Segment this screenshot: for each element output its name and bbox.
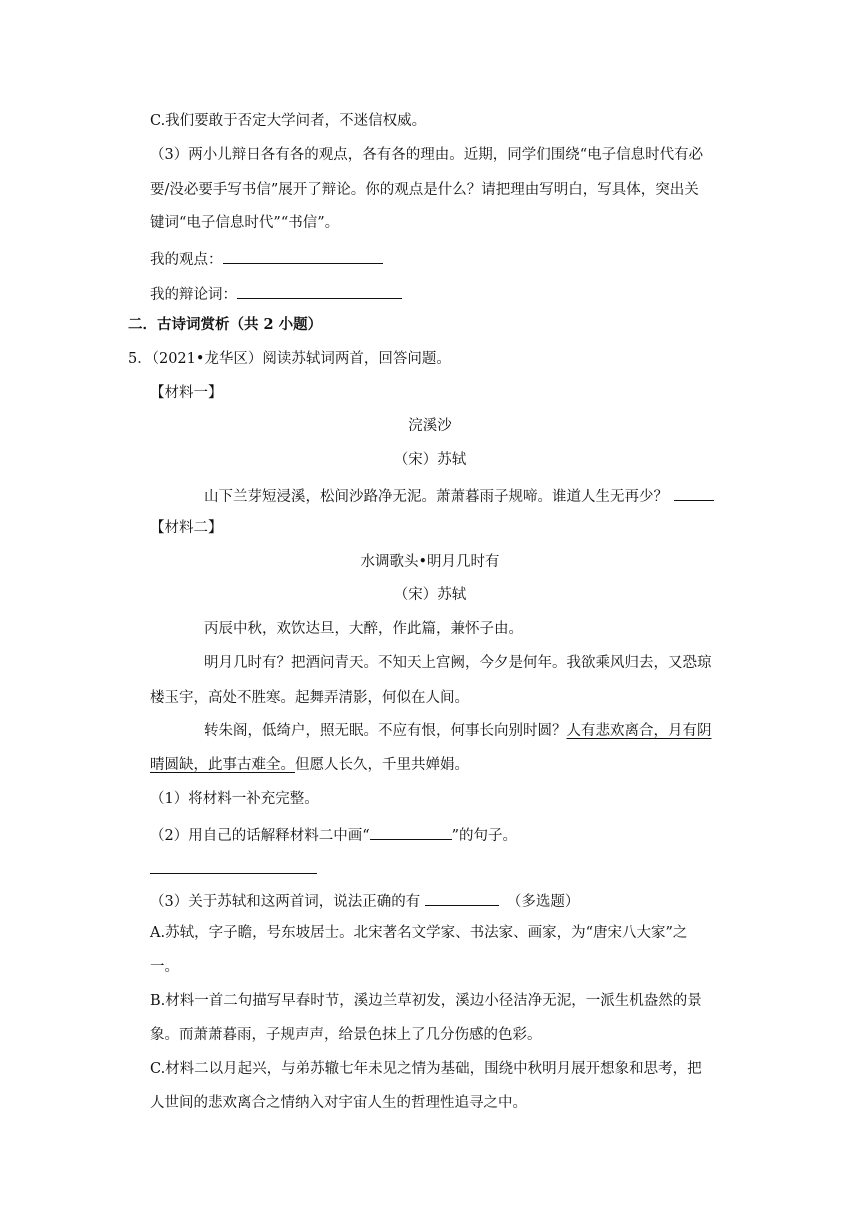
debate-row [150, 282, 402, 305]
poem2-line3-text: 转朱阁，低绮户，照无眠。不应有恨，何事长向别时圆？ [204, 723, 567, 739]
poem2-underlined-part1: 人有悲欢离合，月有阴 [566, 723, 712, 739]
material1-label: 【材料一】 [150, 385, 223, 401]
q5-sub2-answer-line[interactable] [150, 873, 317, 874]
poem1-answer-blank[interactable] [674, 484, 714, 501]
q5-option-c-line1: C.材料二以月起兴，与弟苏辙七年未见之情为基础，围绕中秋明月展开想象和思考，把 [150, 1061, 702, 1077]
q4-part3-line3: 键词“电子信息时代”“书信”。 [150, 215, 340, 231]
q5-option-b-line2: 象。而萧萧暮雨，子规声声，给景色抹上了几分伤感的色彩。 [150, 1027, 542, 1043]
poem1-text: 山下兰芽短浸溪，松间沙路净无泥。萧萧暮雨子规啼。谁道人生无再少？ [204, 489, 668, 505]
q5-option-c-line2: 人世间的悲欢离合之情纳入对宇宙人生的哲理性追寻之中。 [150, 1095, 527, 1111]
q4-part3-line2: 要/没必要手写书信”展开了辩论。你的观点是什么？请把理由写明白，写具体，突出关 [150, 182, 699, 198]
poem2-line3 [204, 721, 712, 741]
poem2-line1: 明月几时有？把酒问青天。不知天上宫阙，今夕是何年。我欲乘风归去，又恐琼 [204, 655, 712, 671]
q5-sub3 [150, 889, 579, 912]
poem2-title: 水调歌头•明月几时有 [360, 554, 500, 570]
debate-label: 我的辩论词： [150, 287, 237, 303]
q5-sub2-quote-blank [370, 823, 452, 840]
poem1-title: 浣溪沙 [408, 418, 452, 434]
poem2-line4-text: 但愿人长久，千里共婵娟。 [295, 757, 469, 773]
q4-part3-line1: （3）两小儿辩日各有各的观点，各有各的理由。近期，同学们围绕“电子信息时代有必 [150, 147, 704, 163]
q5-sub3-pre: （3）关于苏轼和这两首词，说法正确的有 [150, 894, 425, 910]
q5-sub2 [150, 823, 517, 846]
poem2-preface: 丙辰中秋，欢饮达旦，大醉，作此篇，兼怀子由。 [204, 621, 523, 637]
poem1-text-row [204, 484, 714, 507]
material2-label: 【材料二】 [150, 520, 223, 536]
q5-option-b-line1: B.材料一首二句描写早春时节，溪边兰草初发，溪边小径洁净无泥，一派生机盎然的景 [150, 993, 702, 1009]
q5-sub1: （1）将材料一补充完整。 [150, 791, 319, 807]
section-heading: 二．古诗词赏析（共 2 小题） [128, 316, 323, 333]
debate-answer-blank[interactable] [237, 282, 402, 299]
q5-sub3-post: （多选题） [506, 894, 580, 910]
poem2-author: （宋）苏轼 [393, 587, 467, 603]
q5-sub2-pre: （2）用自己的话解释材料二中画“ [150, 828, 370, 844]
viewpoint-label: 我的观点： [150, 252, 223, 268]
poem2-underlined-part2: 晴圆缺，此事古难全。 [150, 757, 295, 773]
poem2-line4 [150, 755, 469, 775]
q5-stem: 5．（2021•龙华区）阅读苏轼词两首，回答问题。 [128, 351, 451, 367]
q5-option-a-line2: 一。 [150, 959, 179, 975]
viewpoint-answer-blank[interactable] [223, 247, 383, 264]
q5-option-a-line1: A.苏轼，字子瞻，号东坡居士。北宋著名文学家、书法家、画家，为“唐宋八大家”之 [150, 925, 688, 941]
poem1-author: （宋）苏轼 [393, 452, 467, 468]
q5-sub2-post: ”的句子。 [451, 828, 518, 844]
poem2-line2: 楼玉宇，高处不胜寒。起舞弄清影，何似在人间。 [150, 690, 469, 706]
viewpoint-row [150, 247, 383, 270]
q5-sub3-answer-blank[interactable] [425, 889, 499, 906]
q4-option-c: C.我们要敢于否定大学问者，不迷信权威。 [150, 113, 427, 129]
